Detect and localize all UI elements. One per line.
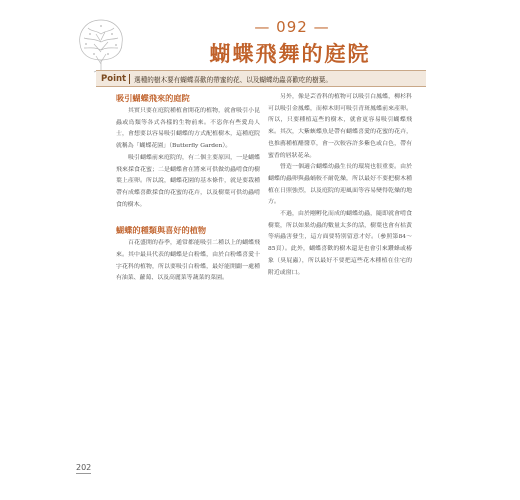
section-heading-species: 蝴蝶的種類與喜好的植物: [116, 225, 207, 236]
body-paragraph: 百花盛開的春季，通常都能吸引二種以上的蝴蝶飛來。其中最具代表的蝴蝶是白粉蝶，由於白粉蝶喜愛十字花科的植物，所以要吸引白粉蝶，最好能開闢一處種有油菜、蘿蔔、以及高麗菜等蔬菜的菜園。: [116, 240, 260, 282]
left-column: [116, 92, 260, 285]
tree-illustration: [74, 14, 128, 76]
page-number: 202: [76, 463, 92, 472]
body-paragraph: 吸引蝴蝶前來庭院的，有二個主要原因，一是蝴蝶飛來採食花蜜；二是蝴蝶會在將來可供做幼蟲啃食的樹葉上產卵。所以說，蝴蝶花園的基本條件，就是要栽種帶有成蝶喜歡採食的花蜜的花卉，以及樹葉可供幼蟲啃食的樹木。: [116, 154, 260, 208]
body-paragraph: 其實只要在庭院種植會開花的植物，就會吸引小昆蟲或鳥類等各式各樣的生物前來。不恣你有些愛鳥人士，會想要以容易吸引蝴蝶的方式配植樹木，這種庭院就稱為「蝴蝶花園」（Butterfly Garden）。: [116, 108, 260, 150]
body-paragraph: 另外，像是芸香科的植物可以吸引白鳳蝶，柳杉科可以吸引金鳳蝶，而樟木則可吸引青斑鳳蝶前來產卵。所以，只要種植這些的樹木，就會更容易吸引蝴蝶飛來。其次，大紫蛺蝶魚是帶有蝴蝶喜愛的花蜜的花卉，也推薦種植醋醬草，會一次較容許多紫色或白色，帶有蜜香的唇狀花朵。: [268, 94, 412, 159]
point-banner: [96, 70, 426, 87]
chapter-number: — 092 —: [254, 18, 330, 36]
point-label: Point: [96, 74, 130, 84]
point-text: 選種的樹木要有蝴蝶喜歡的帶蜜的花、以及蝴蝶幼蟲喜歡吃的樹葉。: [134, 75, 332, 84]
body-paragraph: 營造一個適合蝴蝶幼蟲生長的環境也很重要。由於蝴蝶的蟲卵與蟲蛹較不耐乾燥，所以最好不要把樹木種植在日照強烈，以及庭院的迎風面等容易變得乾燥的地方。: [268, 164, 412, 206]
body-paragraph: 不過，由於剛孵化而成的蝴蝶幼蟲，隨即就會啃食樹葉，所以如果幼蟲的數量太多的話，樹葉也會有枯黃等病蟲害發生，這方面要特別留意才好。（參照第84～85頁）。此外，蝴蝶喜歡的樹木還是也會引來鑽蜂或椿象（臭屁蟲），所以最好不要把這些花木種植在住宅的附近或窗口。: [268, 211, 412, 276]
section-heading-attract: 吸引蝴蝶飛來的庭院: [116, 93, 190, 103]
page-title: 蝴蝶飛舞的庭院: [209, 42, 371, 66]
right-column: [268, 92, 412, 279]
